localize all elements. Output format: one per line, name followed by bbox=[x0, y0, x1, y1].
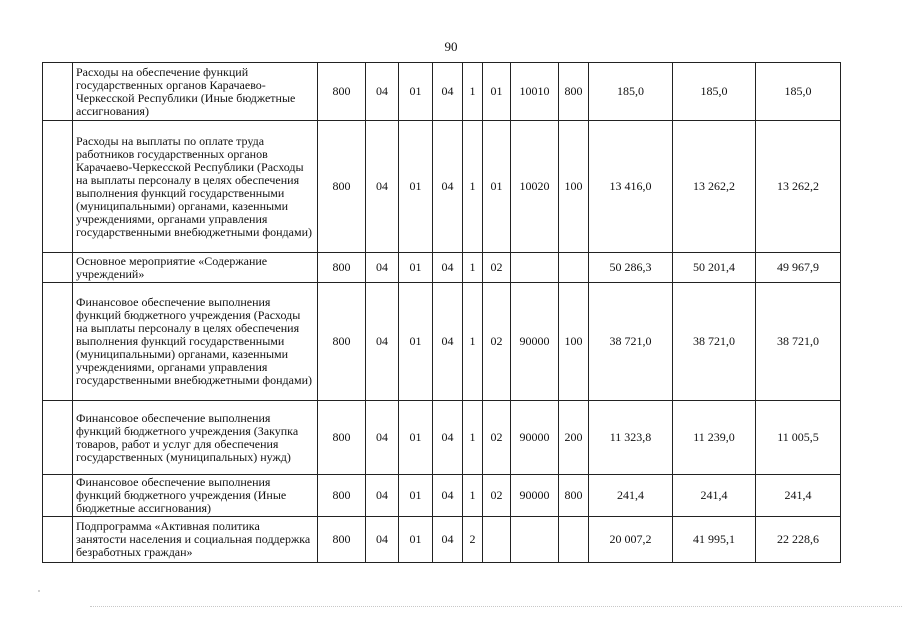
event-code-cell: 02 bbox=[483, 475, 511, 517]
amount-year3-cell: 49 967,9 bbox=[756, 253, 841, 283]
section-code-cell: 04 bbox=[366, 253, 399, 283]
section-code-cell: 04 bbox=[366, 121, 399, 253]
budget-table bbox=[42, 62, 841, 563]
amount-year3-cell: 185,0 bbox=[756, 63, 841, 121]
program-code-cell: 04 bbox=[433, 475, 463, 517]
program-code-cell: 04 bbox=[433, 517, 463, 563]
subsection-code-cell: 01 bbox=[399, 401, 433, 475]
page-number: 90 bbox=[444, 39, 458, 54]
direction-code-cell: 10010 bbox=[511, 63, 559, 121]
admin-code-cell: 800 bbox=[318, 63, 366, 121]
amount-year1-cell: 50 286,3 bbox=[589, 253, 673, 283]
expense-type-cell bbox=[559, 517, 589, 563]
admin-code-cell: 800 bbox=[318, 517, 366, 563]
amount-year2-cell: 11 239,0 bbox=[673, 401, 756, 475]
amount-year1-cell: 38 721,0 bbox=[589, 283, 673, 401]
expense-type-cell: 800 bbox=[559, 63, 589, 121]
admin-code-cell: 800 bbox=[318, 121, 366, 253]
program-code-cell: 04 bbox=[433, 283, 463, 401]
subprogram-code-cell: 2 bbox=[463, 517, 483, 563]
description-cell: Расходы на обеспечение функций государственных органов Карачаево-Черкесской Республики (Иные бюджетные ассигнования) bbox=[73, 63, 318, 121]
amount-year2-cell: 41 995,1 bbox=[673, 517, 756, 563]
row-number-cell bbox=[43, 475, 73, 517]
admin-code-cell: 800 bbox=[318, 401, 366, 475]
subsection-code-cell: 01 bbox=[399, 475, 433, 517]
section-code-cell: 04 bbox=[366, 283, 399, 401]
subprogram-code-cell: 1 bbox=[463, 63, 483, 121]
subprogram-code-cell: 1 bbox=[463, 401, 483, 475]
table-body bbox=[43, 63, 841, 563]
admin-code-cell: 800 bbox=[318, 253, 366, 283]
program-code-cell: 04 bbox=[433, 253, 463, 283]
direction-code-cell: 90000 bbox=[511, 475, 559, 517]
expense-type-cell: 200 bbox=[559, 401, 589, 475]
section-code-cell: 04 bbox=[366, 517, 399, 563]
subprogram-code-cell: 1 bbox=[463, 253, 483, 283]
amount-year1-cell: 20 007,2 bbox=[589, 517, 673, 563]
subprogram-code-cell: 1 bbox=[463, 283, 483, 401]
event-code-cell: 01 bbox=[483, 63, 511, 121]
row-number-cell bbox=[43, 401, 73, 475]
table-row bbox=[43, 63, 841, 121]
program-code-cell: 04 bbox=[433, 401, 463, 475]
section-code-cell: 04 bbox=[366, 475, 399, 517]
event-code-cell: 02 bbox=[483, 283, 511, 401]
program-code-cell: 04 bbox=[433, 121, 463, 253]
row-number-cell bbox=[43, 253, 73, 283]
description-cell: Финансовое обеспечение выполнения функций бюджетного учреждения (Расходы на выплаты персоналу в целях обеспечения выполнения функций государственными (муниципальными) органами, казенными учреждениями, органами управления государственными внебюджетными фондами) bbox=[73, 283, 318, 401]
row-number-cell bbox=[43, 283, 73, 401]
amount-year2-cell: 38 721,0 bbox=[673, 283, 756, 401]
direction-code-cell: 90000 bbox=[511, 283, 559, 401]
table-row bbox=[43, 121, 841, 253]
amount-year2-cell: 50 201,4 bbox=[673, 253, 756, 283]
scan-edge-line bbox=[90, 606, 902, 607]
subsection-code-cell: 01 bbox=[399, 63, 433, 121]
direction-code-cell: 10020 bbox=[511, 121, 559, 253]
amount-year3-cell: 13 262,2 bbox=[756, 121, 841, 253]
program-code-cell: 04 bbox=[433, 63, 463, 121]
amount-year3-cell: 11 005,5 bbox=[756, 401, 841, 475]
expense-type-cell: 100 bbox=[559, 121, 589, 253]
section-code-cell: 04 bbox=[366, 63, 399, 121]
table-row bbox=[43, 517, 841, 563]
expense-type-cell: 100 bbox=[559, 283, 589, 401]
event-code-cell: 01 bbox=[483, 121, 511, 253]
row-number-cell bbox=[43, 121, 73, 253]
subsection-code-cell: 01 bbox=[399, 283, 433, 401]
expense-type-cell: 800 bbox=[559, 475, 589, 517]
amount-year3-cell: 241,4 bbox=[756, 475, 841, 517]
amount-year1-cell: 241,4 bbox=[589, 475, 673, 517]
amount-year3-cell: 22 228,6 bbox=[756, 517, 841, 563]
subprogram-code-cell: 1 bbox=[463, 475, 483, 517]
description-cell: Расходы на выплаты по оплате труда работников государственных органов Карачаево-Черкесской Республики (Расходы на выплаты персоналу в целях обеспечения выполнения функций государственными (муниципальными) органами, казенными учреждениями, органами управления государственными внебюджетными фондами) bbox=[73, 121, 318, 253]
scan-speck bbox=[38, 590, 40, 592]
row-number-cell bbox=[43, 517, 73, 563]
amount-year1-cell: 185,0 bbox=[589, 63, 673, 121]
table-row bbox=[43, 401, 841, 475]
event-code-cell: 02 bbox=[483, 253, 511, 283]
description-cell: Подпрограмма «Активная политика занятости населения и социальная поддержка безработных граждан» bbox=[73, 517, 318, 563]
description-cell: Основное мероприятие «Содержание учреждений» bbox=[73, 253, 318, 283]
subsection-code-cell: 01 bbox=[399, 253, 433, 283]
table-row bbox=[43, 253, 841, 283]
amount-year2-cell: 13 262,2 bbox=[673, 121, 756, 253]
row-number-cell bbox=[43, 63, 73, 121]
amount-year1-cell: 13 416,0 bbox=[589, 121, 673, 253]
table-row bbox=[43, 475, 841, 517]
section-code-cell: 04 bbox=[366, 401, 399, 475]
direction-code-cell bbox=[511, 253, 559, 283]
description-cell: Финансовое обеспечение выполнения функций бюджетного учреждения (Иные бюджетные ассигнования) bbox=[73, 475, 318, 517]
amount-year1-cell: 11 323,8 bbox=[589, 401, 673, 475]
description-cell: Финансовое обеспечение выполнения функций бюджетного учреждения (Закупка товаров, работ и услуг для обеспечения государственных (муниципальных) нужд) bbox=[73, 401, 318, 475]
direction-code-cell: 90000 bbox=[511, 401, 559, 475]
subsection-code-cell: 01 bbox=[399, 121, 433, 253]
amount-year2-cell: 241,4 bbox=[673, 475, 756, 517]
admin-code-cell: 800 bbox=[318, 475, 366, 517]
amount-year2-cell: 185,0 bbox=[673, 63, 756, 121]
table-row bbox=[43, 283, 841, 401]
admin-code-cell: 800 bbox=[318, 283, 366, 401]
amount-year3-cell: 38 721,0 bbox=[756, 283, 841, 401]
subprogram-code-cell: 1 bbox=[463, 121, 483, 253]
event-code-cell: 02 bbox=[483, 401, 511, 475]
direction-code-cell bbox=[511, 517, 559, 563]
subsection-code-cell: 01 bbox=[399, 517, 433, 563]
expense-type-cell bbox=[559, 253, 589, 283]
event-code-cell bbox=[483, 517, 511, 563]
